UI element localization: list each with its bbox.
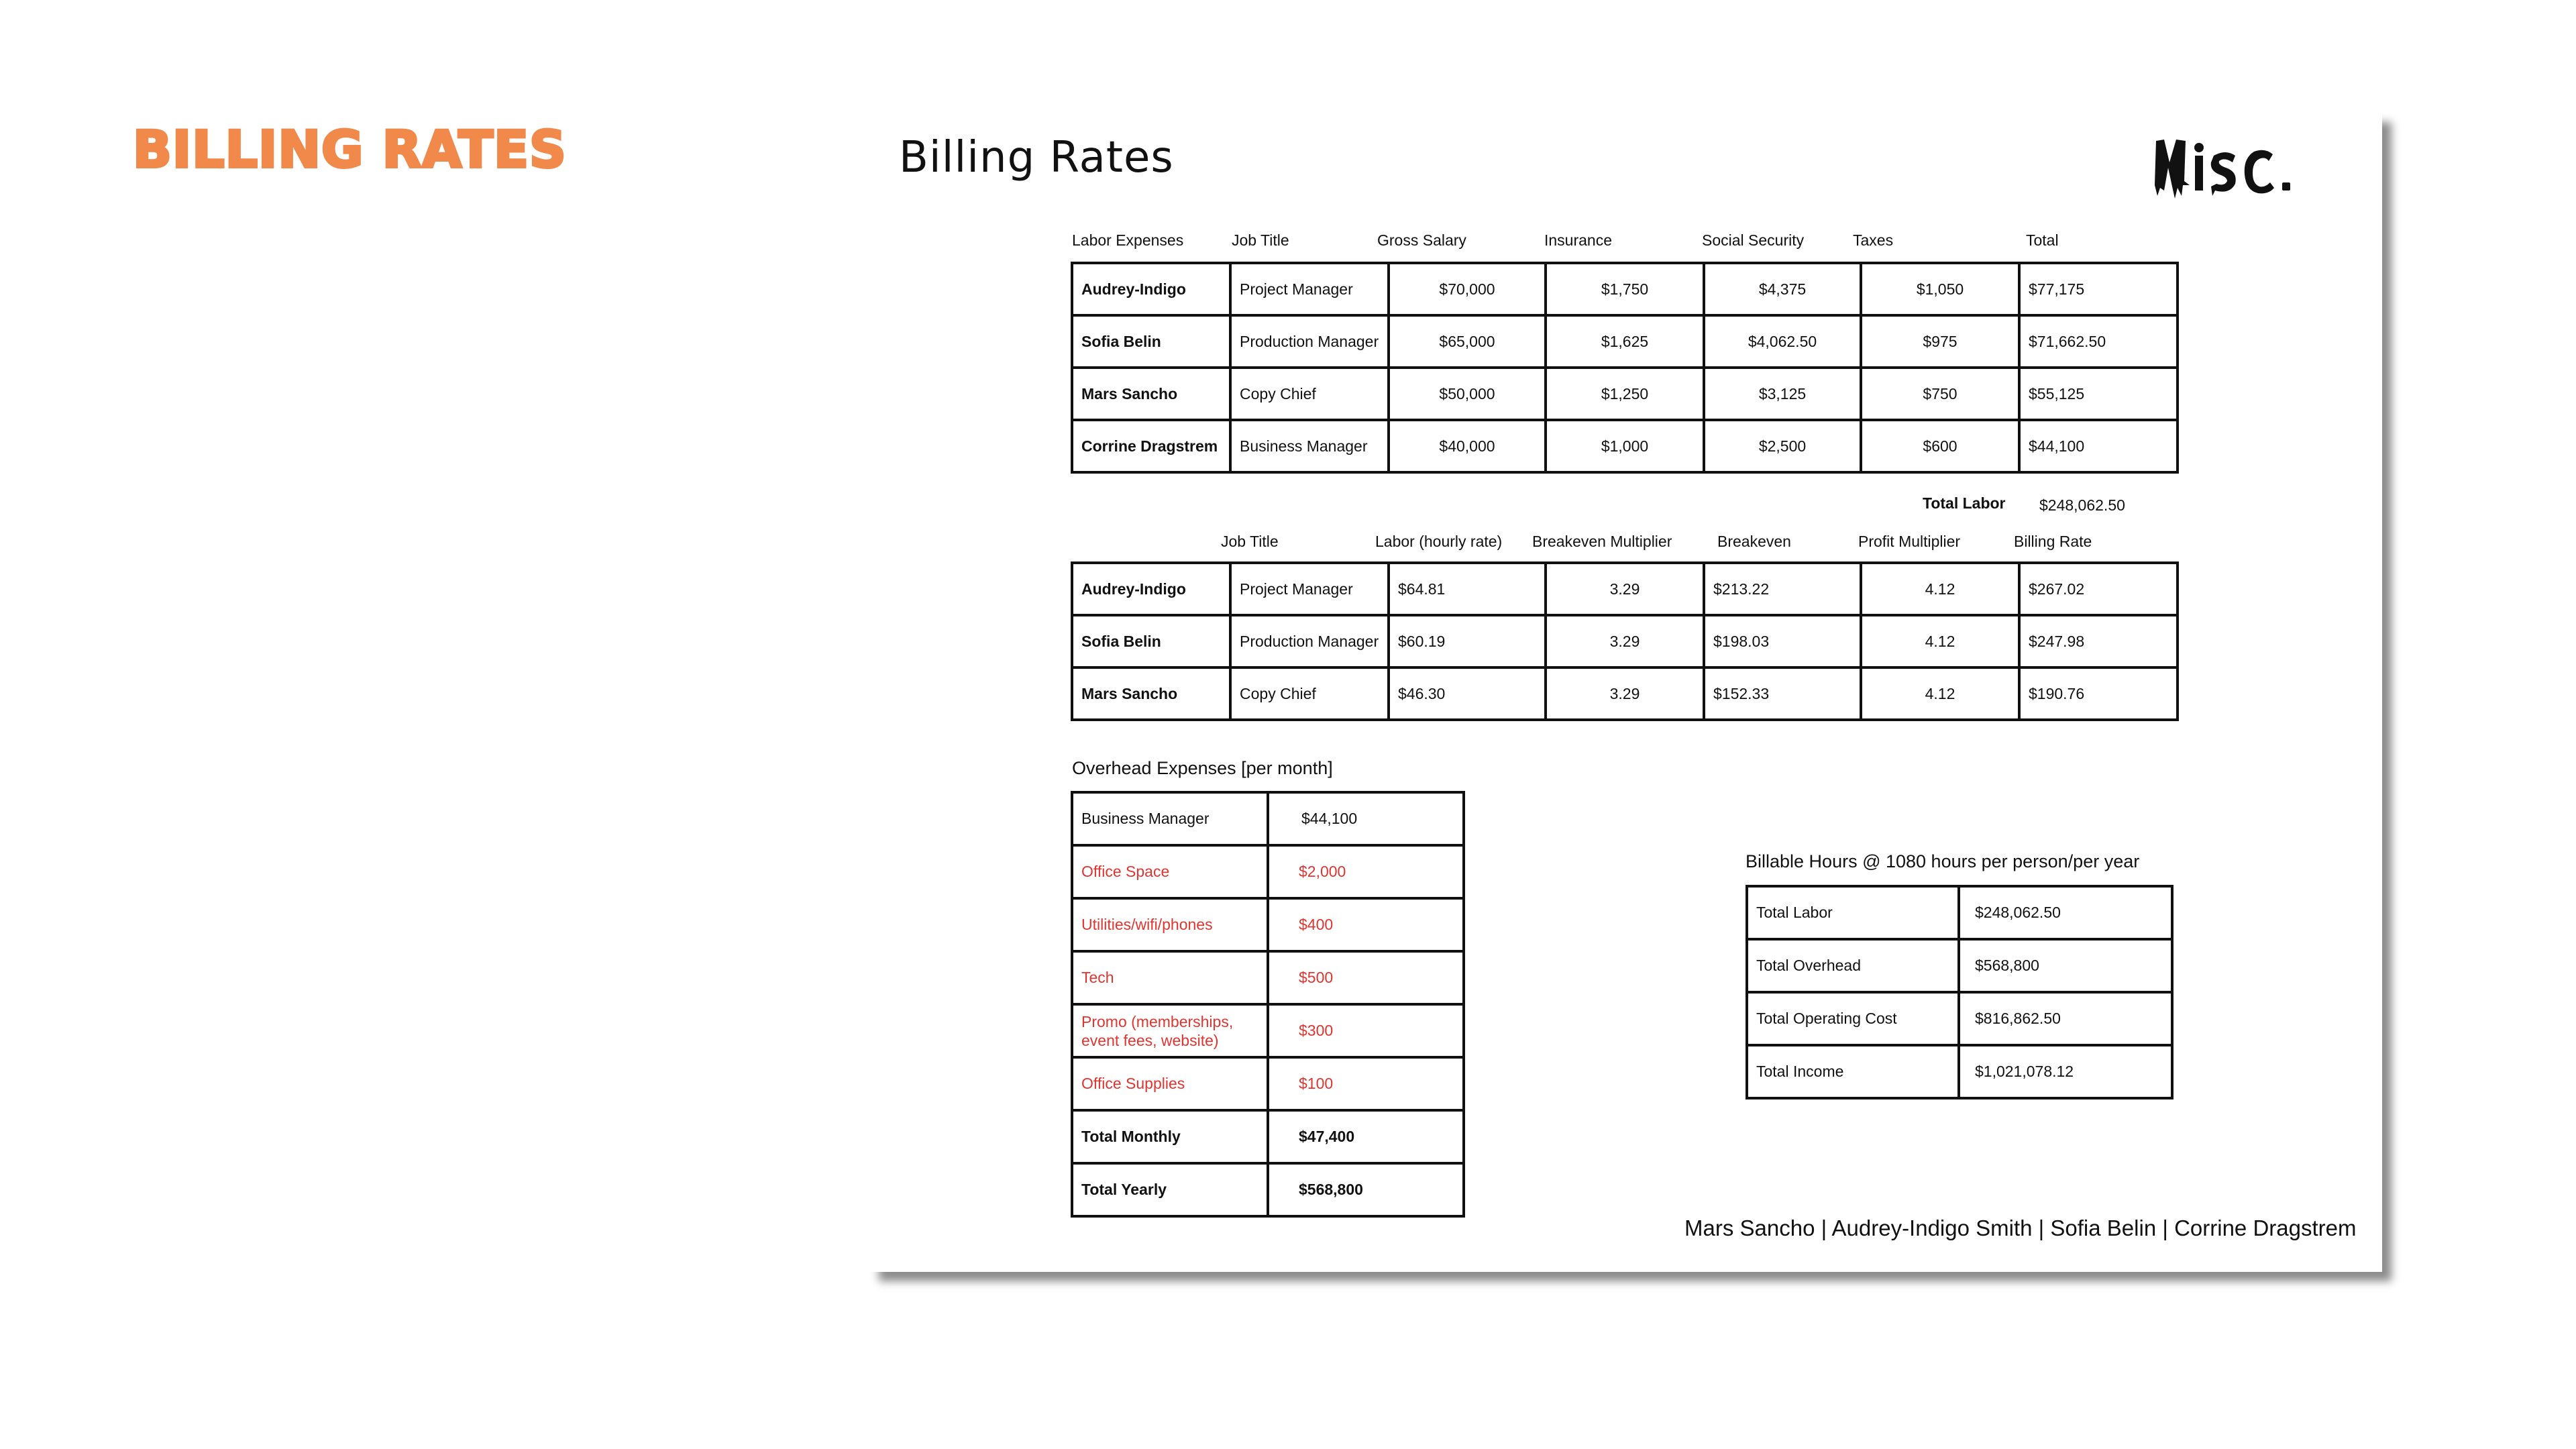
table-row: [1072, 845, 1464, 898]
table-row: [1072, 563, 2178, 615]
billable-summary-table: [1746, 885, 2174, 1099]
breakeven: $198.03: [1704, 615, 1861, 667]
table-row: [1747, 992, 2172, 1045]
job-title: Copy Chief: [1230, 368, 1389, 420]
table-row: [1072, 315, 2178, 368]
overhead-value: $300: [1268, 1004, 1464, 1057]
rates-header-profit-multiplier: Profit Multiplier: [1858, 533, 1961, 550]
total: $44,100: [2019, 420, 2178, 472]
table-row: [1072, 1110, 1464, 1163]
summary-label: Total Labor: [1747, 886, 1959, 939]
total: $77,175: [2019, 263, 2178, 315]
rates-header-breakeven: Breakeven: [1717, 533, 1791, 550]
hourly-rate: $46.30: [1389, 667, 1546, 720]
employee-name: Mars Sancho: [1072, 667, 1230, 720]
labor-header-social-security: Social Security: [1702, 231, 1805, 249]
billing-rate: $190.76: [2019, 667, 2178, 720]
overhead-label: Tech: [1072, 951, 1268, 1004]
billable-title: Billable Hours @ 1080 hours per person/per year: [1746, 851, 2140, 871]
labor-header-total: Total: [2026, 231, 2059, 249]
summary-value: $248,062.50: [1959, 886, 2172, 939]
social-security: $3,125: [1704, 368, 1861, 420]
overhead-label: Office Supplies: [1072, 1057, 1268, 1110]
total: $55,125: [2019, 368, 2178, 420]
labor-expenses-table: [1071, 262, 2179, 474]
overhead-label: Business Manager: [1072, 792, 1268, 845]
overhead-label: Total Yearly: [1072, 1163, 1268, 1216]
overhead-label: Utilities/wifi/phones: [1072, 898, 1268, 951]
table-row: [1072, 951, 1464, 1004]
rates-header-job-title: Job Title: [1221, 533, 1279, 550]
table-row: [1747, 1045, 2172, 1098]
employee-name: Audrey-Indigo: [1072, 263, 1230, 315]
credits: Mars Sancho | Audrey-Indigo Smith | Sofia Belin | Corrine Dragstrem: [1684, 1216, 2357, 1240]
job-title: Project Manager: [1230, 263, 1389, 315]
social-security: $2,500: [1704, 420, 1861, 472]
total-labor-value: $248,062.50: [2039, 496, 2125, 514]
table-row: [1072, 898, 1464, 951]
labor-header-job-title: Job Title: [1232, 231, 1289, 249]
overhead-label: Total Monthly: [1072, 1110, 1268, 1163]
misc-logo: [2151, 121, 2312, 208]
taxes: $975: [1861, 315, 2019, 368]
employee-name: Sofia Belin: [1072, 615, 1230, 667]
rates-header-billing-rate: Billing Rate: [2014, 533, 2092, 550]
profit-multiplier: 4.12: [1861, 615, 2019, 667]
breakeven-multiplier: 3.29: [1546, 563, 1704, 615]
overhead-value: $400: [1268, 898, 1464, 951]
overhead-title: Overhead Expenses [per month]: [1072, 758, 1333, 778]
billing-rate: $267.02: [2019, 563, 2178, 615]
profit-multiplier: 4.12: [1861, 563, 2019, 615]
job-title: Copy Chief: [1230, 667, 1389, 720]
billing-rates-sheet: [869, 113, 2382, 1272]
document-title: Billing Rates: [899, 133, 1174, 182]
labor-header-label: Labor Expenses: [1072, 231, 1184, 249]
table-row: [1072, 1004, 1464, 1057]
job-title: Production Manager: [1230, 615, 1389, 667]
labor-header-taxes: Taxes: [1853, 231, 1894, 249]
table-row: [1072, 792, 1464, 845]
employee-name: Mars Sancho: [1072, 368, 1230, 420]
profit-multiplier: 4.12: [1861, 667, 2019, 720]
billing-rate-table: [1071, 561, 2179, 721]
social-security: $4,062.50: [1704, 315, 1861, 368]
rates-header-breakeven-multiplier: Breakeven Multiplier: [1532, 533, 1672, 550]
table-row: [1072, 1057, 1464, 1110]
employee-name: Audrey-Indigo: [1072, 563, 1230, 615]
overhead-label: Office Space: [1072, 845, 1268, 898]
gross-salary: $70,000: [1389, 263, 1546, 315]
summary-label: Total Operating Cost: [1747, 992, 1959, 1045]
insurance: $1,000: [1546, 420, 1704, 472]
overhead-value: $568,800: [1268, 1163, 1464, 1216]
insurance: $1,250: [1546, 368, 1704, 420]
total: $71,662.50: [2019, 315, 2178, 368]
summary-label: Total Overhead: [1747, 939, 1959, 992]
overhead-value: $44,100: [1268, 792, 1464, 845]
breakeven-multiplier: 3.29: [1546, 615, 1704, 667]
rates-header-hourly: Labor (hourly rate): [1375, 533, 1503, 550]
gross-salary: $40,000: [1389, 420, 1546, 472]
table-row: [1072, 615, 2178, 667]
table-row: [1072, 420, 2178, 472]
billing-rate: $247.98: [2019, 615, 2178, 667]
breakeven-multiplier: 3.29: [1546, 667, 1704, 720]
employee-name: Sofia Belin: [1072, 315, 1230, 368]
summary-label: Total Income: [1747, 1045, 1959, 1098]
summary-value: $816,862.50: [1959, 992, 2172, 1045]
breakeven: $152.33: [1704, 667, 1861, 720]
table-row: [1072, 368, 2178, 420]
overhead-value: $100: [1268, 1057, 1464, 1110]
labor-header-insurance: Insurance: [1544, 231, 1613, 249]
overhead-value: $500: [1268, 951, 1464, 1004]
hourly-rate: $64.81: [1389, 563, 1546, 615]
table-row: [1072, 1163, 1464, 1216]
employee-name: Corrine Dragstrem: [1072, 420, 1230, 472]
breakeven: $213.22: [1704, 563, 1861, 615]
table-row: [1072, 667, 2178, 720]
insurance: $1,750: [1546, 263, 1704, 315]
table-row: [1072, 263, 2178, 315]
insurance: $1,625: [1546, 315, 1704, 368]
job-title: Business Manager: [1230, 420, 1389, 472]
overhead-label: Promo (memberships, event fees, website): [1072, 1004, 1268, 1057]
overhead-expenses-table: [1071, 791, 1465, 1218]
total-labor-label: Total Labor: [1923, 494, 2006, 512]
job-title: Production Manager: [1230, 315, 1389, 368]
table-row: [1747, 939, 2172, 992]
taxes: $600: [1861, 420, 2019, 472]
summary-value: $568,800: [1959, 939, 2172, 992]
gross-salary: $65,000: [1389, 315, 1546, 368]
gross-salary: $50,000: [1389, 368, 1546, 420]
overhead-value: $47,400: [1268, 1110, 1464, 1163]
taxes: $750: [1861, 368, 2019, 420]
labor-header-gross-salary: Gross Salary: [1377, 231, 1466, 249]
section-title: BILLING RATES: [133, 119, 567, 179]
taxes: $1,050: [1861, 263, 2019, 315]
hourly-rate: $60.19: [1389, 615, 1546, 667]
overhead-value: $2,000: [1268, 845, 1464, 898]
job-title: Project Manager: [1230, 563, 1389, 615]
summary-value: $1,021,078.12: [1959, 1045, 2172, 1098]
table-row: [1747, 886, 2172, 939]
social-security: $4,375: [1704, 263, 1861, 315]
